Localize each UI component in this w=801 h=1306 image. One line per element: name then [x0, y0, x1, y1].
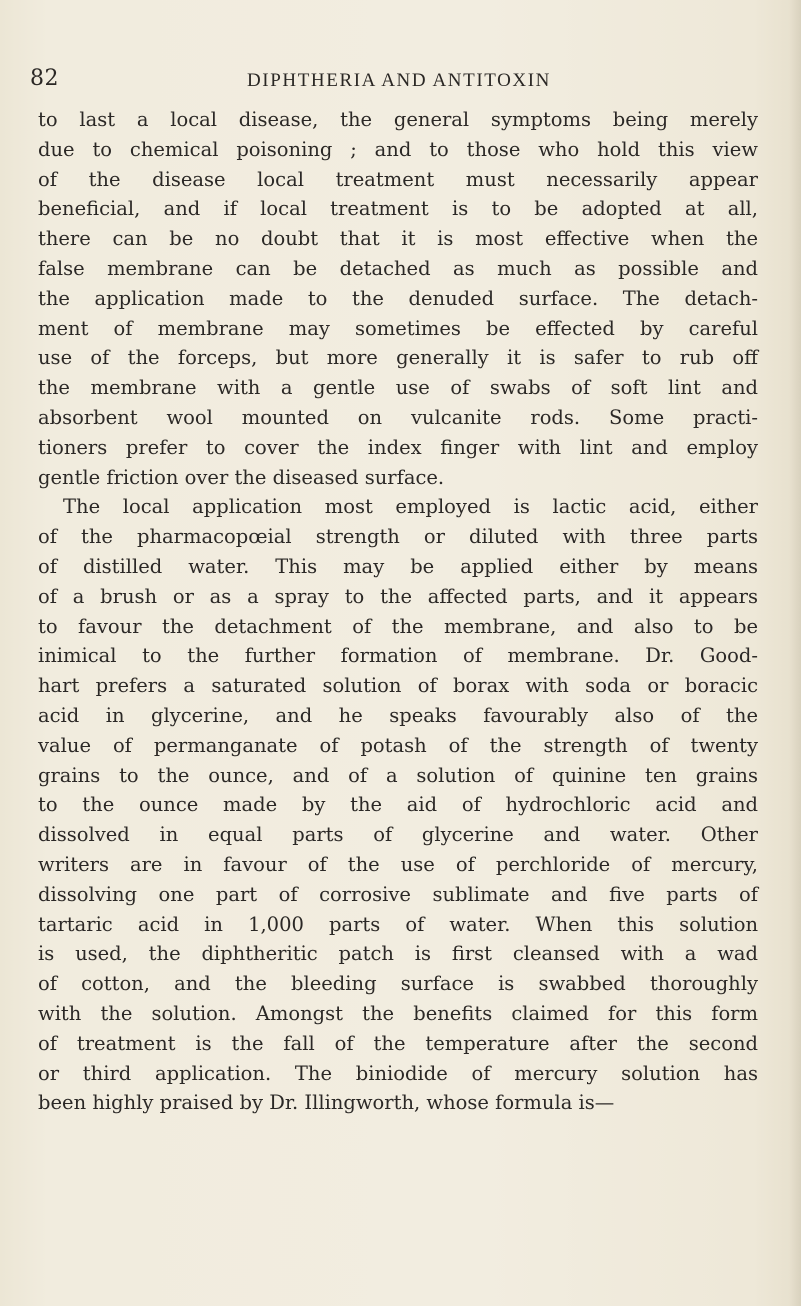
- text-line: of the pharmacopœial strength or diluted with three parts: [38, 525, 758, 549]
- paragraph-end-line: gentle friction over the diseased surface.: [38, 465, 445, 489]
- text-line: of distilled water. This may be applied either by means: [38, 554, 758, 578]
- text-line: been highly praised by Dr. Illingworth, whose formula is—: [38, 1091, 615, 1115]
- text-line: dissolving one part of corrosive sublimate and five parts of: [38, 882, 758, 906]
- text-line: hart prefers a saturated solution of borax with soda or boracic: [38, 674, 758, 698]
- text-line: with the solution. Amongst the benefits claimed for this form: [38, 1001, 758, 1025]
- text-line: is used, the diphtheritic patch is first cleansed with a wad: [38, 942, 758, 966]
- body-text: [38, 105, 758, 1118]
- text-line: false membrane can be detached as much as possible and: [38, 256, 758, 280]
- text-line: of a brush or as a spray to the affected parts, and it appears: [38, 584, 758, 608]
- text-line: there can be no doubt that it is most effective when the: [38, 227, 758, 251]
- text-line: to favour the detachment of the membrane, and also to be: [38, 614, 758, 638]
- text-line: tioners prefer to cover the index finger with lint and employ: [38, 435, 758, 459]
- text-line: ment of membrane may sometimes be effected by careful: [38, 316, 758, 340]
- text-line: acid in glycerine, and he speaks favourably also of the: [38, 703, 758, 727]
- text-line: to last a local disease, the general symptoms being merely: [38, 108, 758, 131]
- text-line: the membrane with a gentle use of swabs of soft lint and: [38, 376, 758, 400]
- page-number: 82: [30, 66, 59, 91]
- text-line: dissolved in equal parts of glycerine and water. Other: [38, 823, 758, 847]
- text-line: to the ounce made by the aid of hydrochloric acid and: [38, 793, 758, 817]
- text-line: tartaric acid in 1,000 parts of water. When this solution: [38, 912, 758, 936]
- page-edge-shadow: [789, 0, 801, 1306]
- text-line: writers are in favour of the use of perchloride of mercury,: [38, 852, 758, 876]
- text-line: the application made to the denuded surface. The detach-: [38, 286, 758, 310]
- text-line: due to chemical poisoning ; and to those who hold this view: [38, 137, 758, 161]
- text-line: or third application. The biniodide of mercury solution has: [38, 1061, 758, 1085]
- text-line: grains to the ounce, and of a solution of quinine ten grains: [38, 763, 758, 787]
- text-line: use of the forceps, but more generally it is safer to rub off: [38, 346, 758, 370]
- text-line: of treatment is the fall of the temperature after the second: [38, 1031, 758, 1055]
- text-line: of the disease local treatment must necessarily appear: [38, 167, 758, 191]
- text-line: beneficial, and if local treatment is to be adopted at all,: [38, 197, 758, 221]
- text-line: value of permanganate of potash of the strength of twenty: [38, 733, 758, 757]
- text-line: absorbent wool mounted on vulcanite rods. Some practi-: [38, 405, 758, 429]
- running-title: DIPHTHERIA AND ANTITOXIN: [246, 70, 552, 91]
- text-line: of cotton, and the bleeding surface is swabbed thoroughly: [38, 972, 758, 996]
- paragraph-start-line: The local application most employed is lactic acid, either: [63, 495, 758, 519]
- text-line: inimical to the further formation of membrane. Dr. Good-: [38, 644, 758, 668]
